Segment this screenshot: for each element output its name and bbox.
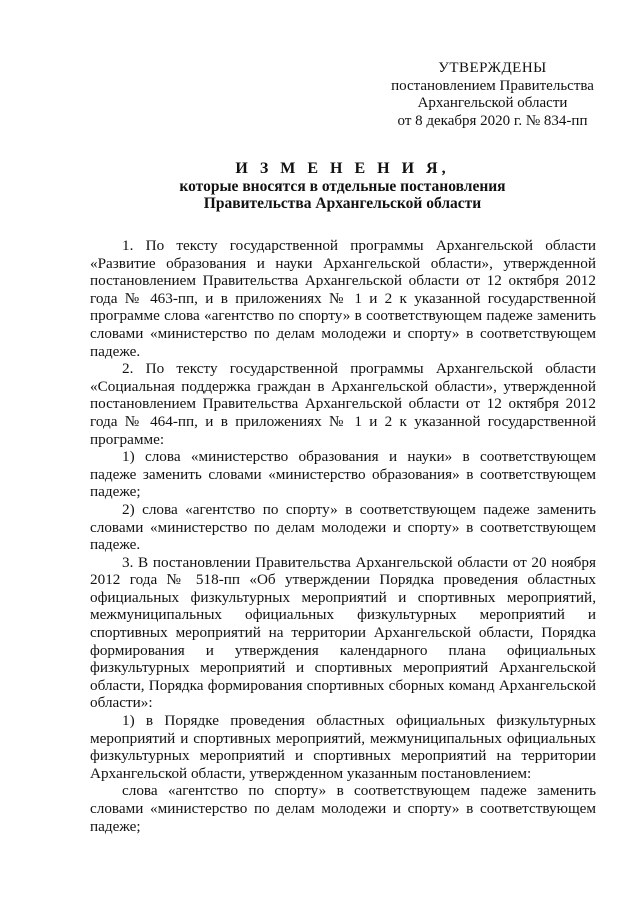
- heading-subtitle: Правительства Архангельской области: [203, 195, 482, 212]
- document-heading: [90, 160, 595, 213]
- approval-line: Архангельской области: [417, 95, 568, 111]
- document-body: [90, 237, 596, 835]
- paragraph: 1. По тексту государственной программы Архангельской области «Развитие образования и науки Архангельской области», утвержденной постановлением Правительства Архангельской области от 12 октября 2012 года № 463-пп, и в приложениях № 1 и 2 к указанной государственной программе слова «агентство по спорту» в соответствующем падеже заменить словами «министерство по делам молодежи и спорту» в соответствующем падеже.: [90, 237, 596, 360]
- paragraph: 2) слова «агентство по спорту» в соответствующем падеже заменить словами «министерство по делам молодежи и спорту» в соответствующем падеже.: [90, 500, 596, 554]
- paragraph: слова «агентство по спорту» в соответствующем падеже заменить словами «министерство по делам молодежи и спорту» в соответствующем падеже;: [90, 782, 596, 835]
- approval-date-line: от 8 декабря 2020 г. № 834-пп: [397, 112, 588, 129]
- paragraph: 2. По тексту государственной программы Архангельской области «Социальная поддержка граждан в Архангельской области», утвержденной постановлением Правительства Архангельской области от 12 октября 2012 года № 464-пп, и в приложениях № 1 и 2 к указанной государственной программе:: [90, 360, 596, 448]
- heading-subtitle: которые вносятся в отдельные постановления: [179, 177, 506, 195]
- paragraph: 3. В постановлении Правительства Архангельской области от 20 ноября 2012 года № 518-пп «Об утверждении Порядка проведения областных официальных физкультурных мероприятий и спортивных мероприятий, межмуниципальных официальных физкультурных мероприятий и спортивных мероприятий на территории Архангельской области, Порядка формирования и утверждения календарного плана официальных физкультурных мероприятий и спортивных мероприятий Архангельской области, Порядка формирования спортивных сборных команд Архангельской области»:: [90, 553, 596, 712]
- paragraph: 1) в Порядке проведения областных официальных физкультурных мероприятий и спортивных мероприятий, межмуниципальных официальных физкультурных мероприятий и спортивных мероприятий на территории Архангельской области, утвержденном указанным постановлением:: [90, 712, 596, 782]
- heading-title: И З М Е Н Е Н И Я,: [235, 160, 450, 177]
- approval-stamp: [355, 60, 630, 130]
- approval-line: постановлением Правительства: [391, 77, 594, 94]
- approval-title: УТВЕРЖДЕНЫ: [438, 60, 547, 76]
- paragraph: 1) слова «министерство образования и науки» в соответствующем падеже заменить словами «министерство образования» в соответствующем падеже;: [90, 448, 596, 501]
